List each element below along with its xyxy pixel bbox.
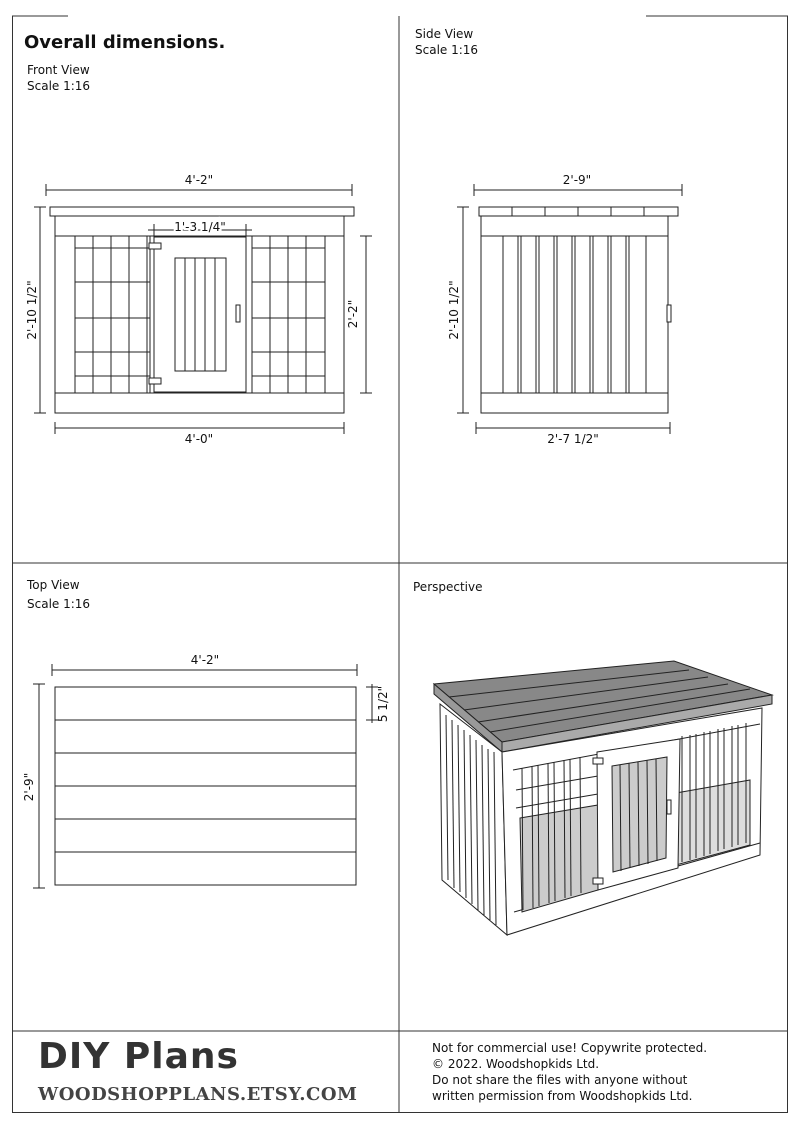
- footer-site: WOODSHOPPLANS.ETSY.COM: [38, 1084, 358, 1105]
- notice-line: written permission from Woodshopkids Ltd.: [432, 1089, 693, 1103]
- perspective-door: [593, 739, 680, 890]
- side-view-scale: Scale 1:16: [415, 43, 479, 57]
- notice-line: © 2022. Woodshopkids Ltd.: [432, 1057, 600, 1071]
- page-title: Overall dimensions.: [24, 32, 226, 53]
- footer-brand: DIY Plans: [38, 1036, 239, 1077]
- side-view-title: Side View: [415, 27, 474, 41]
- front-height-label: 2'-10 1/2": [25, 280, 39, 340]
- footer-notice: [432, 1040, 707, 1104]
- top-board-label: 5 1/2": [376, 685, 390, 723]
- side-top-width-label: 2'-9": [562, 173, 592, 187]
- top-depth-label: 2'-9": [22, 772, 36, 802]
- front-door-width-label: 1'-3 1/4": [174, 220, 226, 234]
- top-width-label: 4'-2": [190, 653, 220, 667]
- top-view-scale: Scale 1:16: [27, 597, 91, 611]
- perspective-title: Perspective: [413, 580, 483, 594]
- front-bottom-width-label: 4'-0": [184, 432, 214, 446]
- notice-line: Do not share the files with anyone without: [432, 1073, 688, 1087]
- side-bottom-width-label: 2'-7 1/2": [547, 432, 599, 446]
- side-height-label: 2'-10 1/2": [447, 280, 461, 340]
- front-inner-height-label: 2'-2": [346, 299, 360, 329]
- front-view-scale: Scale 1:16: [27, 79, 91, 93]
- top-view-title: Top View: [27, 578, 80, 592]
- notice-line: Not for commercial use! Copywrite protected.: [432, 1041, 708, 1055]
- front-top-width-label: 4'-2": [184, 173, 214, 187]
- front-view-title: Front View: [27, 63, 90, 77]
